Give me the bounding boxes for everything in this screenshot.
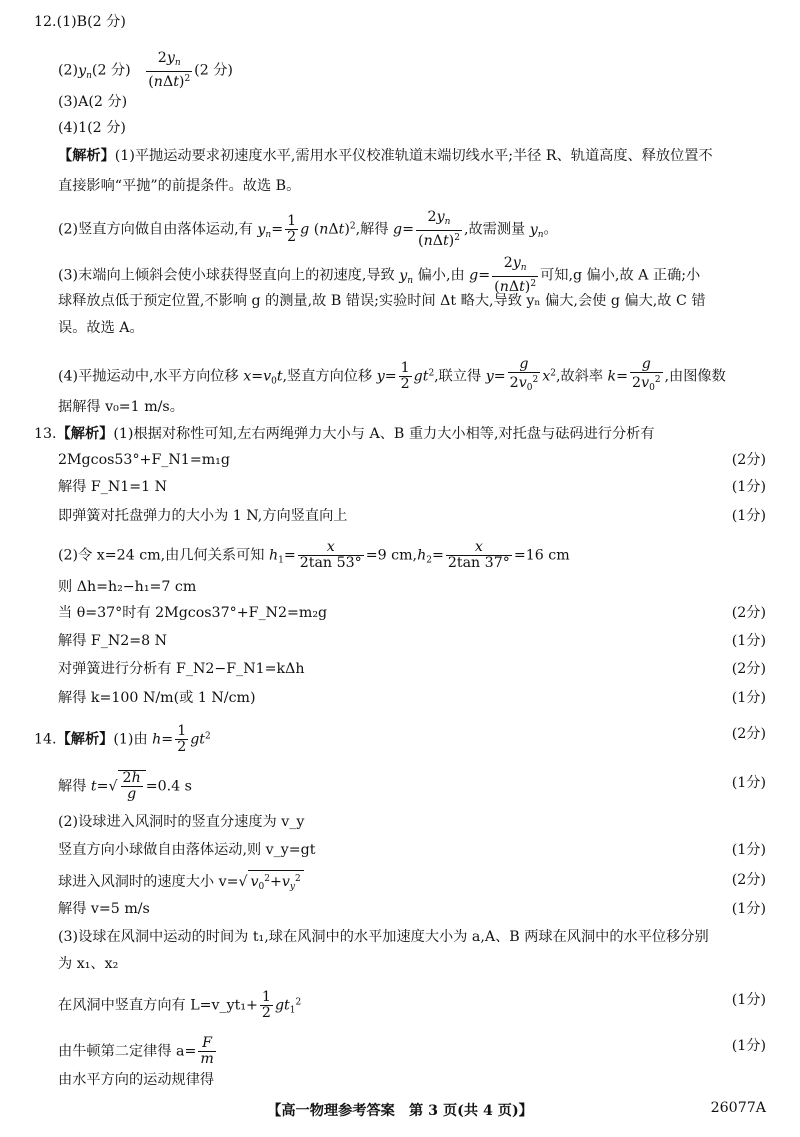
q12-number: 12. bbox=[34, 14, 57, 30]
q14-line11: 由水平方向的运动规律得 bbox=[58, 1072, 215, 1088]
q14-score-6: (1分) bbox=[731, 992, 766, 1008]
q12-analysis-2: (2)竖直方向做自由落体运动,有 $y_n=$ $\frac{1}{2}$ g $(n\Delta t)^2$,解得 g= $2y_n$ $(n\Delta t)^2$ ,故需测量 $y_n$。 bbox=[58, 209, 558, 249]
q13-score-4: (2分) bbox=[731, 605, 766, 621]
q14-line4: 竖直方向小球做自由落体运动,则 v_y=gt bbox=[58, 842, 316, 858]
q13-line5: (2)令 x=24 cm,由几何关系可知 $h_1=$ $\frac{x}{2\tan 53^\circ}$ =9 $cm,h_2=$ $\frac{x}{2\tan 37^\circ}$ =16 cm bbox=[58, 539, 570, 571]
q12-part1: 12.(1)B(2 分) bbox=[34, 14, 126, 30]
q14-score-2: (1分) bbox=[731, 775, 766, 791]
q14-number: 14. bbox=[34, 731, 57, 748]
q14-score-1: (2分) bbox=[731, 726, 766, 742]
page-footer: 【高一物理参考答案 第 3 页(共 4 页)】 bbox=[267, 1103, 533, 1119]
q14-line6: 解得 v=5 m/s bbox=[58, 901, 150, 917]
q13-score-2: (1分) bbox=[731, 479, 766, 495]
q12-analysis-1-line2: 直接影响“平抛”的前提条件。故选 B。 bbox=[58, 178, 301, 194]
q14-line1: 14.【解析】(1)由 h= $\frac{1}{2}$ $gt^2$ bbox=[34, 723, 211, 755]
q14-score-4: (2分) bbox=[731, 872, 766, 888]
q13-number: 13. bbox=[34, 426, 57, 442]
q14-line10: 由牛顿第二定律得 a= $\frac{F}{m}$ bbox=[58, 1035, 214, 1067]
q13-line3: 解得 F_N1=1 N bbox=[58, 479, 168, 495]
q14-score-7: (1分) bbox=[731, 1038, 766, 1054]
q14-line7: (3)设球在风洞中运动的时间为 t₁,球在风洞中的水平加速度大小为 a,A、B 两球在风洞中的水平位移分别 bbox=[58, 929, 709, 945]
q13-score-7: (1分) bbox=[731, 690, 766, 706]
q13-line1: 13.【解析】(1)根据对称性可知,左右两绳弹力大小与 A、B 重力大小相等,对托盘与砝码进行分析有 bbox=[34, 426, 655, 442]
q13-line6: 则 Δh=h₂−h₁=7 cm bbox=[58, 579, 197, 595]
q12-part4: (4)1(2 分) bbox=[58, 120, 126, 136]
q13-line9: 对弹簧进行分析有 F_N2−F_N1=kΔh bbox=[58, 661, 305, 677]
q12-part3: (3)A(2 分) bbox=[58, 94, 128, 110]
q13-line2: 2Mgcos53°+F_N1=m₁g bbox=[58, 452, 230, 468]
q12-analysis-4-line2: 据解得 v₀=1 m/s。 bbox=[58, 399, 184, 415]
q13-line10: 解得 k=100 N/m(或 1 N/cm) bbox=[58, 690, 256, 706]
q12-analysis-3-line2: 球释放点低于预定位置,不影响 g 的测量,故 B 错误;实验时间 Δt 略大,导致 yₙ 偏大,会使 g 偏大,故 C 错 bbox=[58, 293, 706, 309]
q14-line9: 在风洞中竖直方向有 L=v_yt₁+ $\frac{1}{2}$ $gt_1^2$ bbox=[58, 989, 302, 1021]
q12-analysis-3-line3: 误。故选 A。 bbox=[58, 320, 144, 336]
q14-line5: 球进入风洞时的速度大小 v=√ $v_0^2+v_y^2$ bbox=[58, 870, 304, 895]
q12-analysis-4-line1: (4)平抛运动中,水平方向位移 $x=v_0t$,竖直方向位移 y= $\frac{1}{2}$ $gt^2$,联立得 y= $\frac{g}{2v_0^2}$ $x^2$,故斜率 k= $\frac{g}{2v_0^2}$ ,由图像数 bbox=[58, 356, 726, 393]
q13-score-5: (1分) bbox=[731, 633, 766, 649]
q14-line8: 为 x₁、x₂ bbox=[58, 956, 119, 972]
q13-line7: 当 θ=37°时有 2Mgcos37°+F_N2=m₂g bbox=[58, 605, 328, 621]
q13-score-6: (2分) bbox=[731, 661, 766, 677]
fraction-g-formula: $2y_n$ $(n\Delta t)^2$ bbox=[148, 50, 191, 90]
q13-line8: 解得 F_N2=8 N bbox=[58, 633, 168, 649]
q14-line2: 解得 t=√ $\frac{2h}{g}$ =0.4 s bbox=[58, 770, 192, 802]
q13-line4: 即弹簧对托盘弹力的大小为 1 N,方向竖直向上 bbox=[58, 508, 348, 524]
q12-part2: $(2)y_n(2$ 分) $2y_n$ $(n\Delta t)^2$ (2 分) bbox=[58, 50, 233, 90]
q14-line3: (2)设球进入风洞时的竖直分速度为 v_y bbox=[58, 814, 305, 830]
q13-score-1: (2分) bbox=[731, 452, 766, 468]
document-code: 26077A bbox=[710, 1100, 766, 1116]
q12-analysis-1-line1: 【解析】(1)平抛运动要求初速度水平,需用水平仪校准轨道末端切线水平;半径 R、轨道高度、释放位置不 bbox=[58, 148, 713, 164]
q14-score-5: (1分) bbox=[731, 901, 766, 917]
q14-score-3: (1分) bbox=[731, 842, 766, 858]
q12-analysis-3-line1: (3)末端向上倾斜会使小球获得竖直向上的初速度,导致 $y_n$ 偏小,由 g= $2y_n$ $(n\Delta t)^2$ 可知,g 偏小,故 A 正确;小 bbox=[58, 255, 701, 295]
q13-score-3: (1分) bbox=[731, 508, 766, 524]
